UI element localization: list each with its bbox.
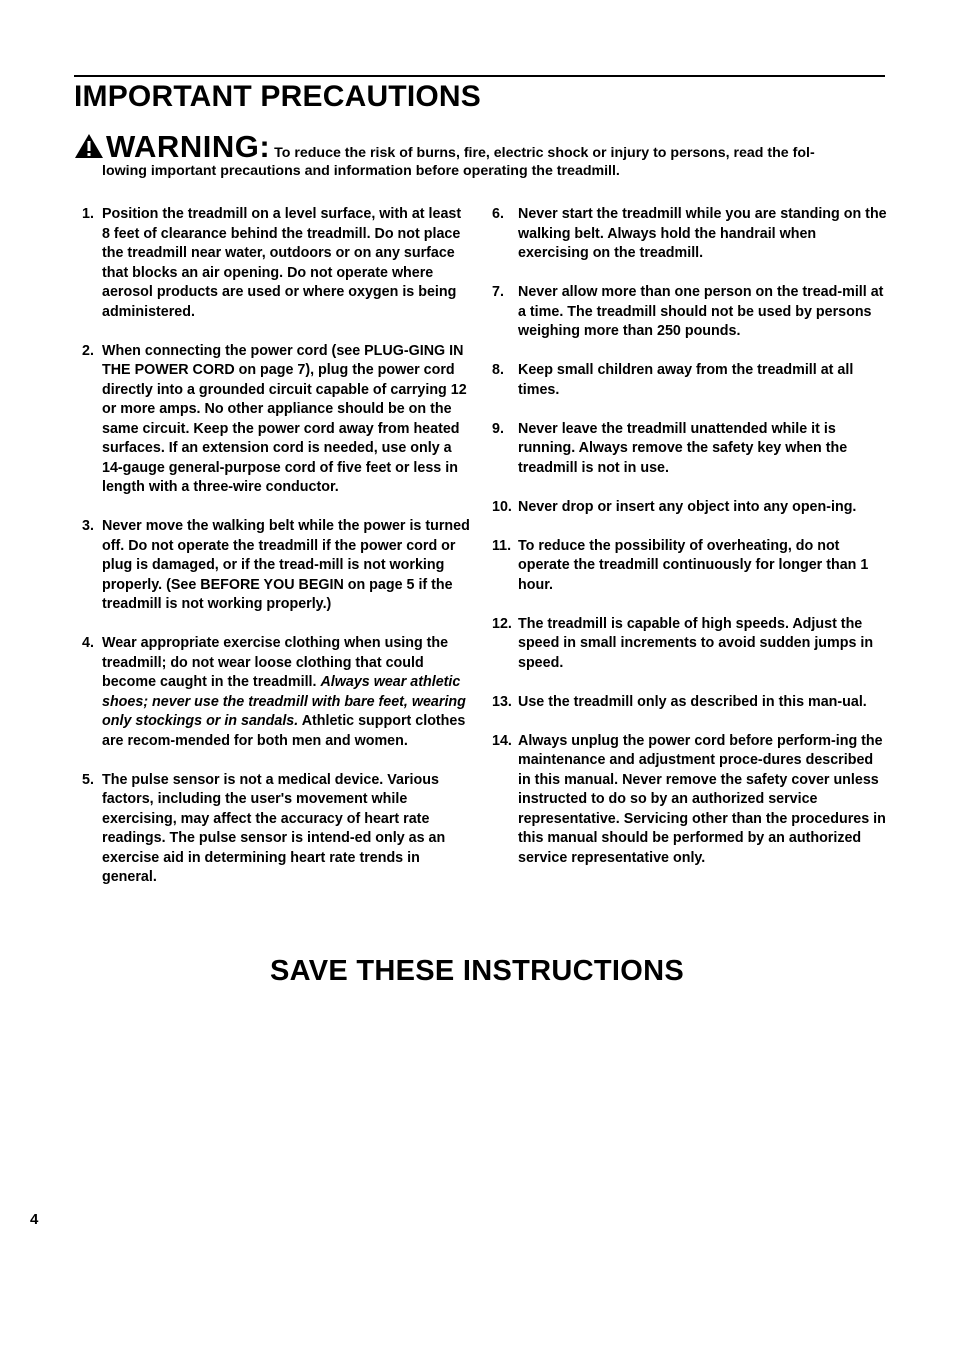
item-number: 8. (492, 362, 504, 378)
list-item (82, 517, 470, 615)
item-number: 1. (82, 206, 94, 222)
item-number: 12. (492, 615, 512, 632)
page-title: IMPORTANT PRECAUTIONS (74, 80, 481, 113)
list-item (492, 420, 887, 479)
item-text: The treadmill is capable of high speeds. Adjust the speed in small increments to avoid sudden jumps in speed. (518, 615, 874, 671)
item-text: Always unplug the power cord before perform-ing the maintenance and adjustment proce-dures described in this manual. Never remove the safety cover unless instructed to do so by an authorized service representative. Servicing other than the procedures in this manual should be performed by an authorized service representative only. (518, 732, 886, 866)
list-item (492, 361, 887, 400)
item-text-emphasis: Always wear athletic shoes; never use the treadmill with bare feet, wearing only stockings or in sandals. (102, 674, 466, 729)
save-instructions-title: SAVE THESE INSTRUCTIONS (269, 955, 685, 987)
item-text: Never move the walking belt while the power is turned off. Do not operate the treadmill if the power cord or plug is damaged, or if the tread-mill is not working properly. (See BEFORE YOU BEGIN on page 5 if the treadmill is not working properly.) (102, 518, 470, 612)
item-text: Use the treadmill only as described in this man-ual. (518, 693, 867, 710)
item-number: 3. (82, 518, 94, 534)
item-number: 6. (492, 206, 504, 222)
list-item (492, 693, 887, 713)
right-column (492, 205, 887, 888)
item-number: 7. (492, 284, 504, 300)
item-text: Position the treadmill on a level surface, with at least 8 feet of clearance behind the treadmill. Do not place the treadmill near water, outdoors or on any surface that blocks an air opening. Do not operate where aerosol products are used or where oxygen is being administered. (102, 206, 462, 320)
list-item (492, 205, 887, 264)
item-text-part: Wear appropriate exercise clothing when using the treadmill; do not wear loose clothing that could become caught in the treadmill. (102, 635, 449, 690)
item-number: 5. (82, 771, 94, 788)
list-item (492, 615, 887, 674)
item-number: 10. (492, 498, 512, 515)
item-text: When connecting the power cord (see PLUG-GING IN THE POWER CORD on page 7), plug the power cord directly into a grounded circuit capable of carrying 12 or more amps. No other appliance should be on the same circuit. Keep the power cord away from heated surfaces. If an extension cord is needed, use only a 14-gauge general-purpose cord of five feet or less in length with a three-wire conductor. (102, 342, 467, 495)
item-text-part: Athletic support clothes are recom-mended for both men and women. (102, 713, 466, 749)
warning-text-line1: To reduce the risk of burns, fire, electric shock or injury to persons, read the fol- (274, 145, 815, 161)
list-item (492, 732, 887, 869)
list-item (492, 283, 887, 342)
list-item (82, 205, 470, 322)
list-item (82, 342, 470, 498)
warning-block (74, 129, 894, 181)
warning-triangle-icon (74, 133, 104, 159)
item-number: 14. (492, 732, 512, 749)
item-number: 9. (492, 420, 504, 437)
item-text: To reduce the possibility of overheating, do not operate the treadmill continuously for longer than 1 hour. (518, 537, 869, 593)
left-column (82, 205, 470, 907)
item-text: Keep small children away from the treadmill at all times. (518, 362, 854, 398)
list-item (82, 634, 470, 751)
item-number: 4. (82, 635, 94, 651)
warning-text-line2: lowing important precautions and information before operating the treadmill. (102, 163, 620, 179)
warning-label: WARNING: (106, 129, 271, 164)
item-number: 11. (492, 537, 512, 554)
item-text (102, 634, 470, 751)
header-rule (74, 75, 885, 77)
item-text: Never start the treadmill while you are standing on the walking belt. Always hold the handrail when exercising on the treadmill. (518, 206, 887, 261)
list-item (492, 537, 887, 596)
item-text: Never drop or insert any object into any open-ing. (518, 498, 857, 515)
item-number: 13. (492, 693, 512, 710)
item-number: 2. (82, 342, 94, 359)
list-item (82, 771, 470, 888)
list-item (492, 498, 887, 518)
item-text: Never allow more than one person on the tread-mill at a time. The treadmill should not be used by persons weighing more than 250 pounds. (518, 284, 884, 339)
item-text: The pulse sensor is not a medical device. Various factors, including the user's movement while exercising, may affect the accuracy of heart rate readings. The pulse sensor is intend-ed only as an exercise aid in determining heart rate trends in general. (102, 771, 446, 885)
item-text: Never leave the treadmill unattended while it is running. Always remove the safety key when the treadmill is not in use. (518, 420, 848, 476)
page-number: 4 (30, 1211, 39, 1228)
